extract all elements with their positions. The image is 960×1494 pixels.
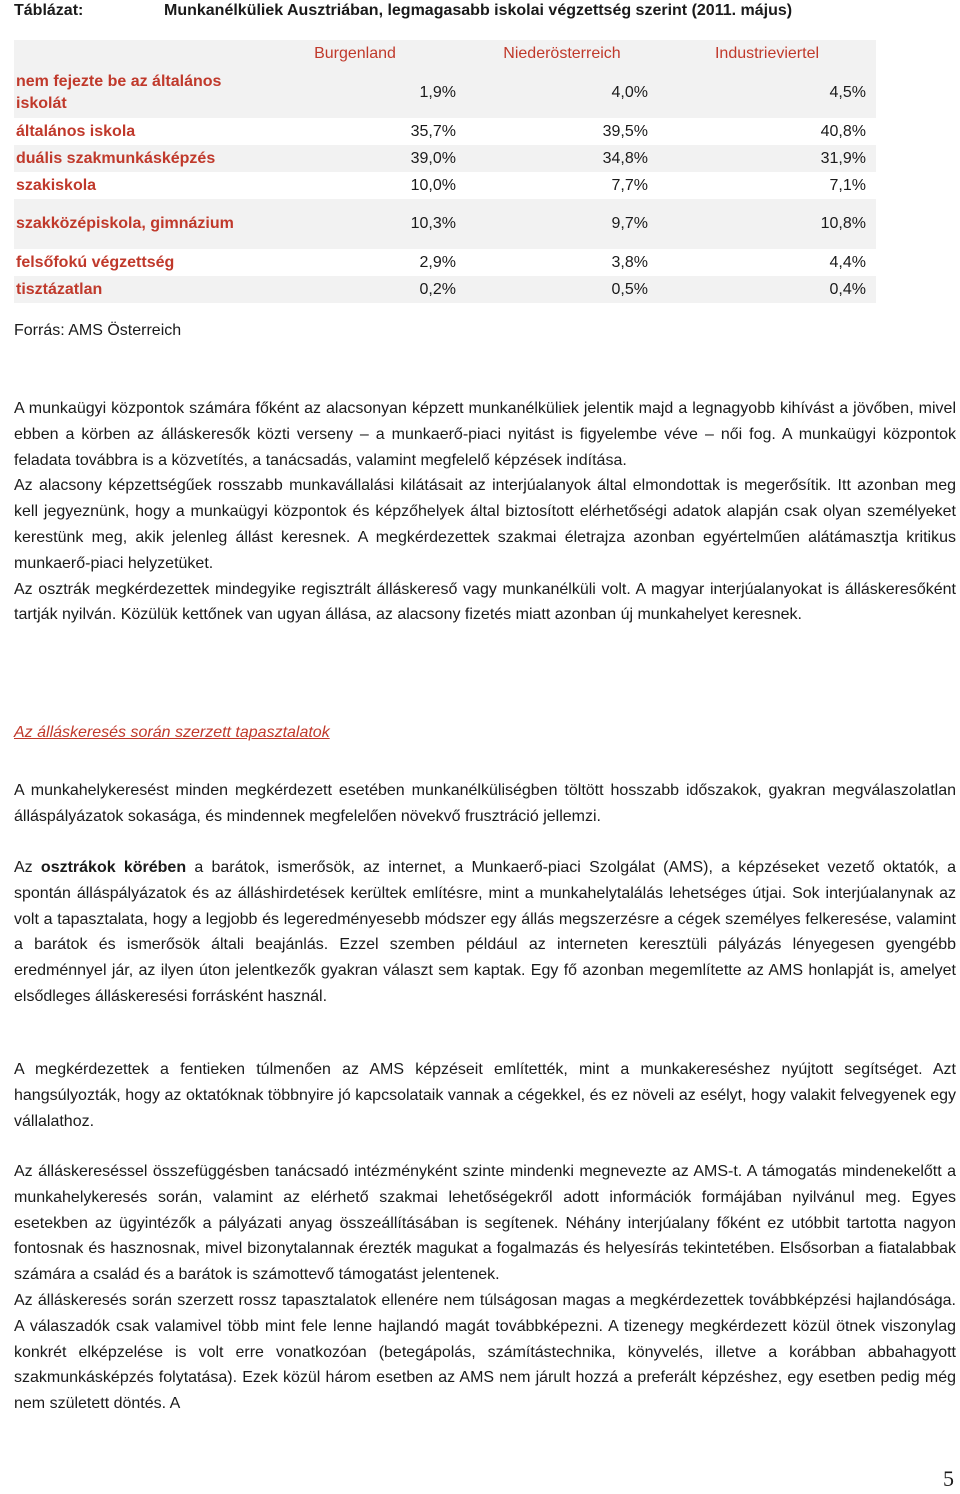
caption-title: Munkanélküliek Ausztriában, legmagasabb iskolai végzettség szerint (2011. május) (164, 2, 793, 19)
table-cell: 34,8% (466, 145, 658, 172)
paragraph: Az alacsony képzettségűek rosszabb munkavállalási kilátásait az interjúalanyok által elmondottak is megerősítik. Itt azonban meg kell jegyeznünk, hogy a munkaügyi központok és képzőhelyek által biztosított elérhetőségi adatok alapján csak olyan személyeket kerestünk meg, akik jelenleg állást keresnek. A megkérdezettek szakmai életrajza azonban egyértelműen alátámasztja kritikus munkaerő-piaci helyzetüket. (14, 477, 956, 572)
page-number: 5 (943, 1466, 954, 1491)
table-row (14, 249, 876, 276)
table-row (14, 172, 876, 199)
table-cell: 1,9% (244, 68, 466, 118)
paragraph: A megkérdezettek a fentieken túlmenően az AMS képzéseit említették, mint a munkakereséshez nyújtott segítséget. Azt hangsúlyozták, hogy az oktatóknak többnyire jó kapcsolataik vannak a cégekkel, és ez növeli az esélyt, hogy valakit felvegyenek egy vállalathoz. (14, 1061, 956, 1130)
table-row (14, 276, 876, 303)
table-caption (14, 0, 946, 22)
section-heading: Az álláskeresés során szerzett tapasztalatok (14, 724, 330, 741)
table-cell: 10,3% (244, 199, 466, 249)
row-label: duális szakmunkásképzés (14, 145, 244, 172)
row-label: felsőfokú végzettség (14, 249, 244, 276)
table-cell: 9,7% (466, 199, 658, 249)
table-cell: 0,4% (658, 276, 876, 303)
column-header: Niederösterreich (466, 40, 658, 68)
row-label: szakiskola (14, 172, 244, 199)
table-row (14, 68, 876, 118)
table-cell: 10,0% (244, 172, 466, 199)
row-label: szakközépiskola, gimnázium (14, 199, 244, 249)
table-row (14, 118, 876, 145)
row-label: nem fejezte be az általános iskolát (14, 68, 244, 118)
paragraph: A munkaügyi központok számára főként az alacsonyan képzett munkanélküliek jelentik majd a legnagyobb kihívást a jövőben, mivel ebben a körben az álláskeresők közti verseny – a munkaerő-piaci nyitást is figyelembe véve – női fog. A munkaügyi központok feladata továbbra is a közvetítés, a tanácsadás, valamint megfelelő képzések indítása. (14, 400, 956, 469)
body-section-5 (14, 1159, 956, 1417)
body-section-2 (14, 778, 956, 830)
paragraph: A munkahelykeresést minden megkérdezett esetében munkanélküliségben töltött hosszabb időszakok, gyakran megválaszolatlan álláspályázatok sokasága, és mindennek megfelelően növekvő frusztráció jellemzi. (14, 782, 956, 825)
table-cell: 10,8% (658, 199, 876, 249)
table-cell: 4,5% (658, 68, 876, 118)
table-cell: 40,8% (658, 118, 876, 145)
table-header-row (14, 40, 876, 68)
unemployment-table (14, 40, 876, 303)
paragraph: Az álláskereséssel összefüggésben tanácsadó intézményként szinte mindenki megnevezte az AMS-t. A támogatás mindenekelőtt a munkahelykeresés során, valamint az elérhető szakmai lehetőségekről adott információk formájában nyilvánul meg. Egyes esetekben az ügyintézők a pályázati anyag összeállításában is segítenek. Néhány interjúalany főként ez utóbbit tartotta nagyon fontosnak és hasznosnak, mivel bizonytalannak érezték magukat a fogalmazás és helyesírás tekintetében. Elsősorban a fiatalabbak számára a család és a barátok is számottevő támogatást jelentenek. (14, 1163, 956, 1284)
table-cell: 39,5% (466, 118, 658, 145)
body-section-4 (14, 1057, 956, 1134)
paragraph (14, 855, 956, 1010)
body-section-1 (14, 396, 956, 628)
table-source: Forrás: AMS Österreich (14, 322, 182, 339)
table-cell: 31,9% (658, 145, 876, 172)
table-cell: 7,1% (658, 172, 876, 199)
table-row (14, 145, 876, 172)
table-cell: 2,9% (244, 249, 466, 276)
row-label: tisztázatlan (14, 276, 244, 303)
table-cell: 39,0% (244, 145, 466, 172)
paragraph: Az osztrák megkérdezettek mindegyike regisztrált álláskereső vagy munkanélküli volt. A magyar interjúalanyokat is álláskeresőként tartják nyilván. Közülük kettőnek van ugyan állása, az alacsony fizetés miatt azonban új munkahelyet keresnek. (14, 580, 956, 624)
header-blank-cell (14, 40, 244, 68)
column-header: Burgenland (244, 40, 466, 68)
table-cell: 4,0% (466, 68, 658, 118)
table-cell: 0,5% (466, 276, 658, 303)
table-row (14, 199, 876, 249)
table-cell: 35,7% (244, 118, 466, 145)
table-cell: 4,4% (658, 249, 876, 276)
table-cell: 0,2% (244, 276, 466, 303)
column-header: Industrieviertel (658, 40, 876, 68)
table-cell: 7,7% (466, 172, 658, 199)
body-section-3 (14, 855, 956, 1010)
paragraph-rest: a barátok, ismerősök, az internet, a Munkaerő-piaci Szolgálat (AMS), a képzéseket vezető oktatók, a spontán álláspályázatok és az álláshirdetések kerültek említésre, mint a munkahelytalálás lehetséges útjai. Sok interjúalanynak az volt a tapasztalata, hogy a legjobb és legeredményesebb módszer egy állás megszerzésre a cégek személyes felkeresése, valamint a barátok és ismerősök általi beajánlás. Ezzel szemben például az interneten keresztüli pályázás lényegesen gyengébb eredménnyel jár, az ilyen úton jelentkezők gyakran választ sem kaptak. Egy fő azonban megemlítette az AMS honlapját is, amelyet elsődleges álláskeresési forrásként használ. (14, 859, 956, 1005)
paragraph: Az álláskeresés során szerzett rossz tapasztalatok ellenére nem túlságosan magas a megkérdezettek továbbképzési hajlandósága. A válaszadók csak valamivel több mint fele lenne hajlandó magát továbbképezni. A tizenegy megkérdezett közül ötnek viszonylag konkrét elképzelése is volt erre vonatkozóan (betegápolás, számítástechnika, könyvelés, illetve a korábban abbahagyott szakmunkásképzés folytatása). Ezek közül három esetben az AMS nem járult hozzá a preferált képzéshez, egy esetben pedig még nem született döntés. A (14, 1291, 956, 1413)
table-cell: 3,8% (466, 249, 658, 276)
row-label: általános iskola (14, 118, 244, 145)
caption-label: Táblázat: (14, 2, 84, 19)
paragraph-bold: osztrákok körében (40, 859, 187, 876)
paragraph-prefix: Az (14, 859, 41, 876)
